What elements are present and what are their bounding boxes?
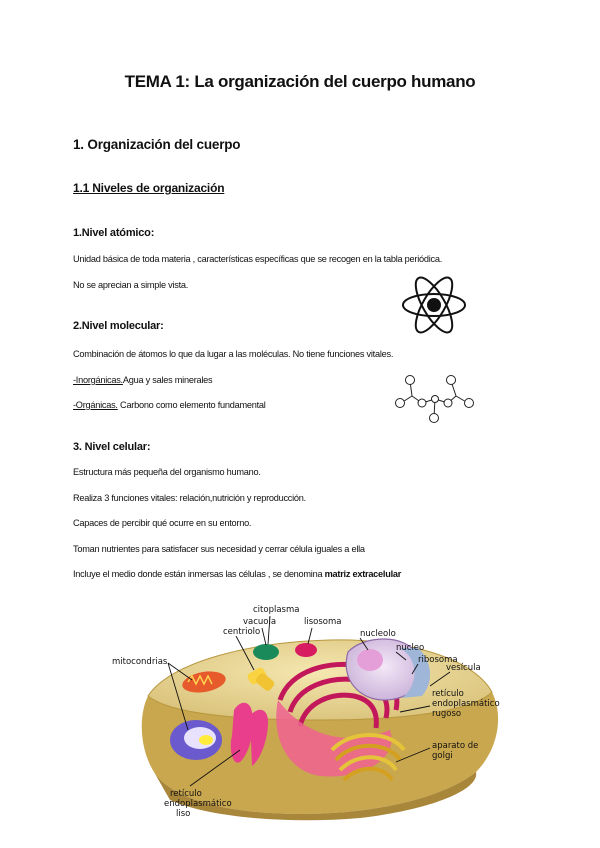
- label-rer-1: retículo: [432, 689, 464, 699]
- label-ribosoma: ribosoma: [418, 655, 458, 665]
- atomic-text-2: No se aprecian a simple vista.: [73, 280, 189, 290]
- molecular-inorganic: [73, 375, 212, 385]
- mitochondrion-cut: [170, 720, 222, 760]
- label-vacuola: vacuola: [243, 617, 277, 627]
- atomic-text-1: Unidad básica de toda materia , características específicas que se recogen en la tabla periódica.: [73, 254, 442, 264]
- label-lisosoma: lisosoma: [304, 617, 342, 627]
- heading-nivel-molecular: 2.Nivel molecular:: [73, 320, 164, 332]
- molecular-organic: [73, 400, 266, 410]
- subsection-heading-niveles: 1.1 Niveles de organización: [73, 181, 225, 195]
- label-nucleo: nucleo: [396, 643, 425, 653]
- cellular-text-3: Capaces de percibir qué ocurre en su entorno.: [73, 518, 252, 528]
- matrix-sentence: Incluye el medio donde están inmersas las células , se denomina: [73, 569, 325, 579]
- label-centriolo: centriolo: [223, 627, 261, 637]
- label-citoplasma: citoplasma: [253, 605, 300, 615]
- cellular-text-2: Realiza 3 funciones vitales: relación,nutrición y reproducción.: [73, 493, 306, 503]
- lysosome: [295, 643, 317, 657]
- animal-cell-diagram: [100, 600, 520, 825]
- label-rel-1: retículo: [170, 789, 202, 799]
- cellular-text-4: Toman nutrientes para satisfacer sus necesidad y cerrar célula iguales a ella: [73, 544, 365, 554]
- section-heading-organizacion: 1. Organización del cuerpo: [73, 137, 241, 152]
- inorganic-label: -Inorgánicas.: [73, 375, 123, 385]
- document-title: TEMA 1: La organización del cuerpo humano: [124, 72, 476, 91]
- label-rel-2: endoplasmático: [164, 799, 232, 809]
- label-vesicula: vesícula: [446, 663, 481, 673]
- label-rel-3: liso: [176, 809, 191, 819]
- organic-label: -Orgánicas.: [73, 400, 118, 410]
- label-rer-2: endoplasmático: [432, 699, 500, 709]
- inorganic-text: Agua y sales minerales: [122, 375, 213, 385]
- atom-icon: [398, 270, 470, 340]
- matrix-term: matriz extracelular: [324, 569, 402, 579]
- molecule-icon: [390, 372, 480, 424]
- label-golgi-2: golgi: [432, 751, 453, 761]
- label-rer-3: rugoso: [432, 709, 462, 719]
- organic-text: Carbono como elemento fundamental: [117, 400, 266, 410]
- vacuole: [253, 644, 279, 660]
- cellular-text-1: Estructura más pequeña del organismo humano.: [73, 467, 261, 477]
- molecular-text-1: Combinación de átomos lo que da lugar a las moléculas. No tiene funciones vitales.: [73, 349, 394, 359]
- heading-nivel-atomico: 1.Nivel atómico:: [73, 227, 155, 239]
- label-mitocondrias: mitocondrias: [112, 657, 168, 667]
- heading-nivel-celular: 3. Nivel celular:: [73, 441, 151, 453]
- cellular-text-5: [73, 569, 401, 579]
- label-golgi-1: aparato de: [432, 741, 479, 751]
- label-nucleolo: nucleolo: [360, 629, 396, 639]
